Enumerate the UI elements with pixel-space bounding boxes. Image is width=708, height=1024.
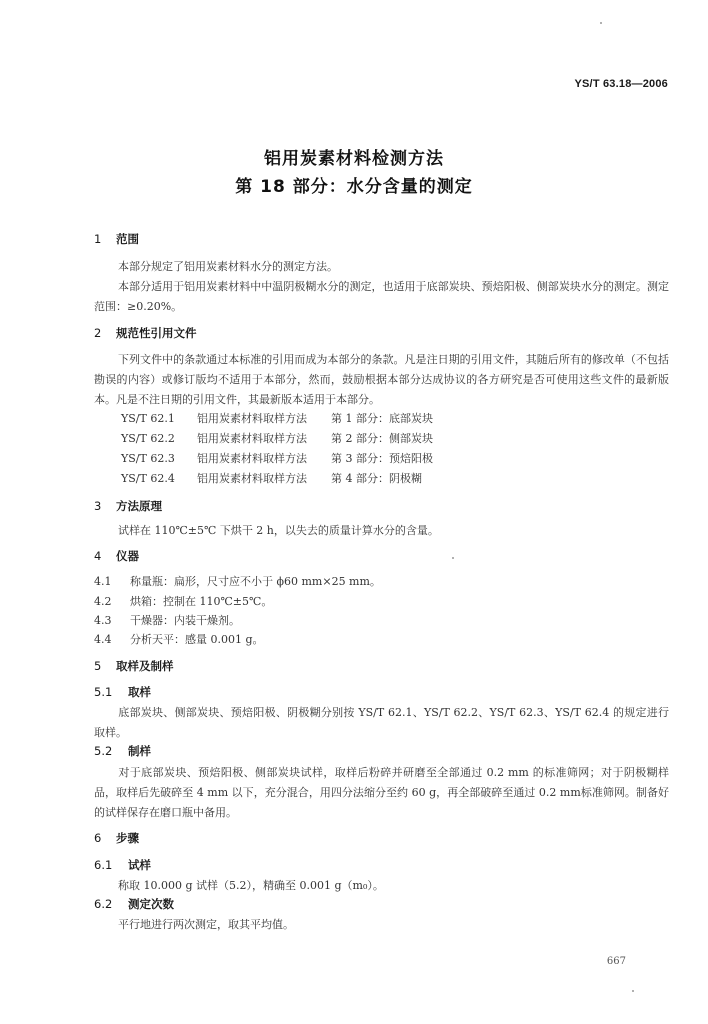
reference-code: YS/T 62.3 (121, 452, 175, 465)
section-number: 3 (94, 499, 102, 513)
paragraph-text: 对于底部炭块、预焙阳极、侧部炭块试样，取样后粉碎并研磨至全部通过 0.2 mm 的标准筛网；对于阴极糊样品，取样后先破碎至 4 mm 以下，充分混合，用四分法缩分至约 60 g，再全部破碎至通过 0.2 mm标准筛网。制备好的试样保存在磨口瓶中备用。 (94, 766, 669, 819)
section-1-para-1 (94, 257, 669, 277)
reference-part: 第 1 部分：底部炭块 (331, 412, 433, 425)
paragraph-text: 底部炭块、侧部炭块、预焙阳极、阴极糊分别按 YS/T 62.1、YS/T 62.2、YS/T 62.3、YS/T 62.4 的规定进行取样。 (94, 706, 669, 739)
reference-name: 铝用炭素材料取样方法 (197, 472, 307, 485)
section-2-para-1 (94, 350, 669, 410)
item-text: 称量瓶：扁形，尺寸应不小于 ϕ60 mm×25 mm。 (130, 575, 381, 588)
section-4-heading (94, 548, 139, 564)
subsection-number: 5.1 (94, 685, 113, 699)
section-1-heading (94, 231, 139, 247)
subsection-title: 试样 (128, 858, 151, 872)
subsection-number: 5.2 (94, 744, 113, 758)
item-text: 烘箱：控制在 110℃±5℃。 (130, 595, 273, 608)
subsection-6-1-heading (94, 857, 151, 873)
subsection-6-2-heading (94, 896, 174, 912)
section-number: 1 (94, 232, 102, 246)
subsection-5-2-para (94, 763, 669, 823)
reference-part: 第 4 部分：阴极糊 (331, 472, 422, 485)
section-title: 规范性引用文件 (116, 326, 197, 340)
section-1-para-2 (94, 277, 669, 317)
item-text: 分析天平：感量 0.001 g。 (130, 633, 264, 646)
subsection-6-1-para: 称取 10.000 g 试样（5.2），精确至 0.001 g（m₀）。 (118, 879, 384, 892)
instrument-item (94, 593, 272, 609)
subsection-5-1-heading (94, 684, 151, 700)
reference-code: YS/T 62.4 (121, 472, 175, 485)
subsection-title: 取样 (128, 685, 151, 699)
reference-name: 铝用炭素材料取样方法 (197, 452, 307, 465)
paragraph-text: 本部分适用于铝用炭素材料中中温阴极糊水分的测定，也适用于底部炭块、预焙阳极、侧部炭块水分的测定。测定范围：≥0.20%。 (94, 280, 669, 313)
section-title: 范围 (116, 232, 139, 246)
section-number: 5 (94, 659, 102, 673)
subsection-title: 测定次数 (128, 897, 174, 911)
section-title: 步骤 (116, 831, 139, 845)
reference-item (121, 410, 433, 426)
document-title-line2: 第 18 部分：水分含量的测定 (235, 177, 473, 197)
page-number: 667 (606, 956, 626, 967)
reference-part: 第 2 部分：侧部炭块 (331, 432, 433, 445)
section-2-heading (94, 325, 197, 341)
section-title: 方法原理 (116, 499, 162, 513)
document-title-line1: 铝用炭素材料检测方法 (264, 149, 444, 169)
section-number: 4 (94, 549, 102, 563)
reference-item (121, 450, 433, 466)
section-5-heading (94, 658, 174, 674)
scan-speck (632, 990, 634, 992)
subsection-6-2-para: 平行地进行两次测定，取其平均值。 (118, 918, 294, 931)
section-number: 6 (94, 831, 102, 845)
subsection-5-1-para (94, 703, 669, 743)
item-number: 4.1 (94, 575, 112, 588)
section-title: 仪器 (116, 549, 139, 563)
reference-name: 铝用炭素材料取样方法 (197, 432, 307, 445)
paragraph-text: 本部分规定了铝用炭素材料水分的测定方法。 (118, 260, 338, 273)
reference-part: 第 3 部分：预焙阳极 (331, 452, 433, 465)
item-number: 4.4 (94, 633, 112, 646)
instrument-item (94, 631, 264, 647)
subsection-number: 6.1 (94, 858, 113, 872)
standard-code: YS/T 63.18—2006 (574, 78, 668, 90)
section-number: 2 (94, 326, 102, 340)
item-text: 干燥器：内装干燥剂。 (130, 614, 240, 627)
instrument-item (94, 573, 381, 589)
reference-name: 铝用炭素材料取样方法 (197, 412, 307, 425)
subsection-title: 制样 (128, 744, 151, 758)
reference-item (121, 430, 433, 446)
scan-speck (600, 22, 602, 24)
subsection-number: 6.2 (94, 897, 113, 911)
item-number: 4.3 (94, 614, 112, 627)
paragraph-text: 下列文件中的条款通过本标准的引用而成为本部分的条款。凡是注日期的引用文件，其随后所有的修改单（不包括勘误的内容）或修订版均不适用于本部分，然而，鼓励根据本部分达成协议的各方研究是否可使用这些文件的最新版本。凡是不注日期的引用文件，其最新版本适用于本部分。 (94, 353, 669, 406)
reference-item (121, 470, 422, 486)
instrument-item (94, 612, 240, 628)
reference-code: YS/T 62.1 (121, 412, 175, 425)
section-6-heading (94, 830, 139, 846)
subsection-5-2-heading (94, 743, 151, 759)
item-number: 4.2 (94, 595, 112, 608)
scan-speck (452, 557, 454, 559)
reference-code: YS/T 62.2 (121, 432, 175, 445)
section-3-para-1: 试样在 110℃±5℃ 下烘干 2 h，以失去的质量计算水分的含量。 (118, 524, 439, 537)
section-3-heading (94, 498, 162, 514)
section-title: 取样及制样 (116, 659, 174, 673)
